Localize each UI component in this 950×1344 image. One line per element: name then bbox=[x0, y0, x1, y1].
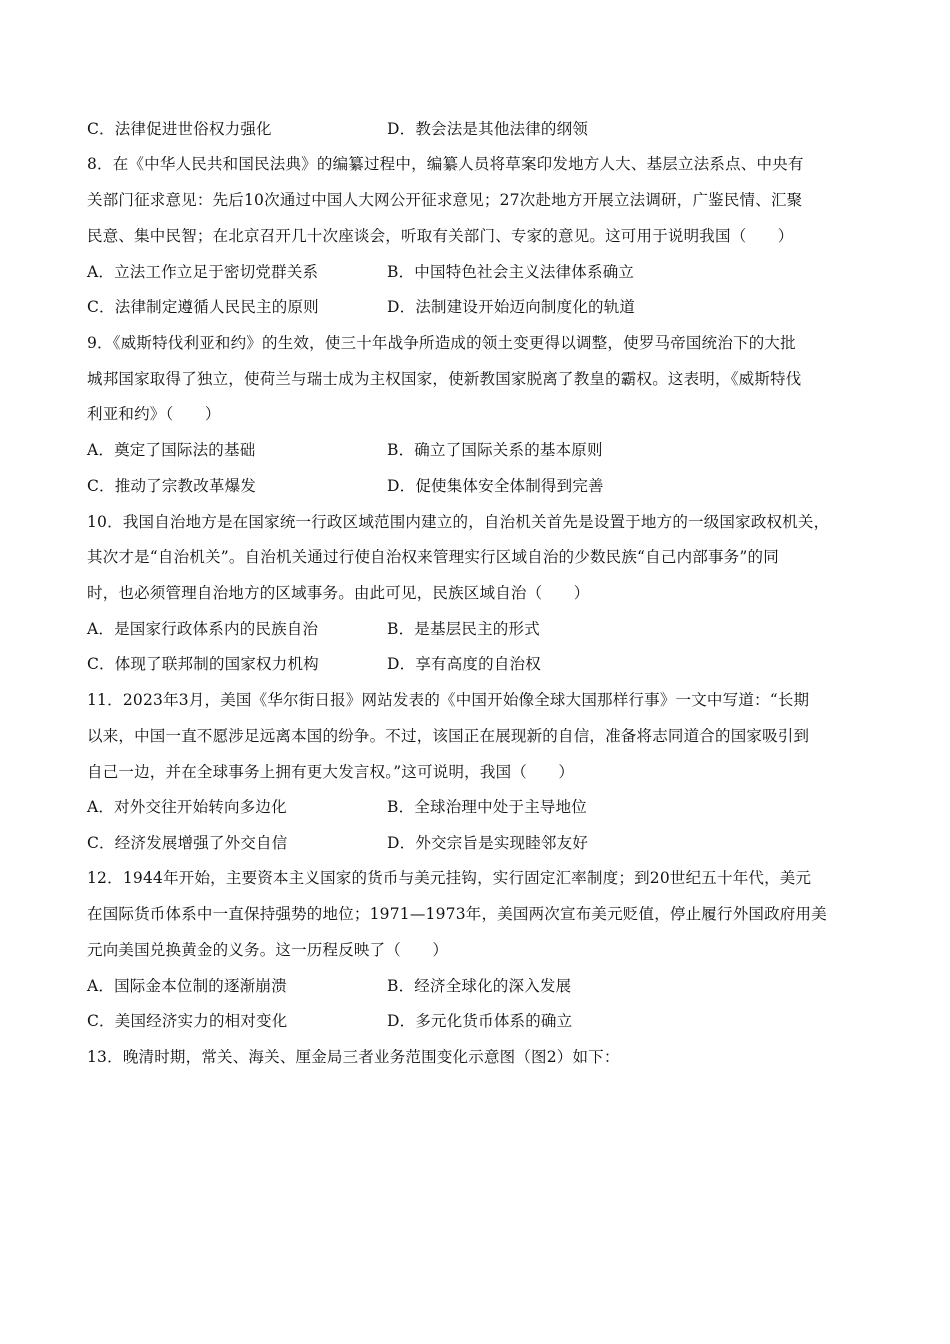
prev-option-c: C．法律促进世俗权力强化 bbox=[87, 120, 272, 138]
q12-stem-line-2: 在国际货币体系中一直保持强势的地位；1971—1973年，美国两次宣布美元贬值，停止履行外国政府用美 bbox=[87, 905, 827, 923]
q8-option-c: C．法律制定遵循人民民主的原则 bbox=[87, 298, 319, 316]
q8-option-b: B．中国特色社会主义法律体系确立 bbox=[387, 263, 635, 281]
q11-stem-line-1: 11．2023年3月，美国《华尔街日报》网站发表的《中国开始像全球大国那样行事》一文中写道：“长期 bbox=[87, 691, 810, 709]
q11-stem-line-3: 自己一边，并在全球事务上拥有更大发言权。”这可说明，我国（ ） bbox=[87, 763, 575, 781]
prev-option-d: D．教会法是其他法律的纲领 bbox=[387, 120, 589, 138]
q12-option-c: C．美国经济实力的相对变化 bbox=[87, 1012, 288, 1030]
q11-option-a: A．对外交往开始转向多边化 bbox=[87, 798, 287, 816]
q10-option-a: A．是国家行政体系内的民族自治 bbox=[87, 620, 319, 638]
q9-stem-line-3: 利亚和约》（ ） bbox=[87, 405, 221, 423]
q11-option-b: B．全球治理中处于主导地位 bbox=[387, 798, 587, 816]
q11-stem-line-2: 以来，中国一直不愿涉足远离本国的纷争。不过，该国正在展现新的自信，准备将志同道合的国家吸引到 bbox=[87, 727, 810, 745]
q12-stem-line-3: 元向美国兑换黄金的义务。这一历程反映了（ ） bbox=[87, 941, 449, 959]
q10-stem-line-1: 10．我国自治地方是在国家统一行政区域范围内建立的，自治机关首先是设置于地方的一级国家政权机关， bbox=[87, 513, 830, 531]
q12-option-d: D．多元化货币体系的确立 bbox=[387, 1012, 573, 1030]
q8-option-a: A．立法工作立足于密切党群关系 bbox=[87, 263, 319, 281]
q8-stem-line-3: 民意、集中民智；在北京召开几十次座谈会，听取有关部门、专家的意见。这可用于说明我国（ ） bbox=[87, 227, 794, 245]
q10-stem-line-2: 其次才是“自治机关”。自治机关通过行使自治权来管理实行区域自治的少数民族“自己内部事务”的同 bbox=[87, 548, 779, 566]
q9-stem-line-2: 城邦国家取得了独立，使荷兰与瑞士成为主权国家，使新教国家脱离了教皇的霸权。这表明，《威斯特伐 bbox=[87, 370, 802, 388]
q9-option-d: D．促使集体安全体制得到完善 bbox=[387, 477, 604, 495]
q8-stem-line-1: 8．在《中华人民共和国民法典》的编纂过程中，编纂人员将草案印发地方人大、基层立法系点、中央有 bbox=[87, 155, 804, 173]
q12-stem-line-1: 12．1944年开始，主要资本主义国家的货币与美元挂钩，实行固定汇率制度；到20世纪五十年代，美元 bbox=[87, 869, 812, 887]
q10-stem-line-3: 时，也必须管理自治地方的区域事务。由此可见，民族区域自治（ ） bbox=[87, 584, 590, 602]
q9-option-c: C．推动了宗教改革爆发 bbox=[87, 477, 257, 495]
q13-stem-line-1: 13．晚清时期，常关、海关、厘金局三者业务范围变化示意图（图2）如下： bbox=[87, 1048, 620, 1066]
q12-option-b: B．经济全球化的深入发展 bbox=[387, 977, 572, 995]
q10-option-d: D．享有高度的自治权 bbox=[387, 655, 541, 673]
q12-option-a: A．国际金本位制的逐渐崩溃 bbox=[87, 977, 287, 995]
q11-option-c: C．经济发展增强了外交自信 bbox=[87, 834, 288, 852]
q8-stem-line-2: 关部门征求意见：先后10次通过中国人大网公开征求意见；27次赴地方开展立法调研，广鉴民情、汇聚 bbox=[87, 191, 803, 209]
q9-option-a: A．奠定了国际法的基础 bbox=[87, 441, 256, 459]
q10-option-c: C．体现了联邦制的国家权力机构 bbox=[87, 655, 319, 673]
q9-option-b: B．确立了国际关系的基本原则 bbox=[387, 441, 603, 459]
q10-option-b: B．是基层民主的形式 bbox=[387, 620, 540, 638]
q9-stem-line-1: 9．《威斯特伐利亚和约》的生效，使三十年战争所造成的领土变更得以调整，使罗马帝国统治下的大批 bbox=[87, 334, 796, 352]
q11-option-d: D．外交宗旨是实现睦邻友好 bbox=[387, 834, 589, 852]
q8-option-d: D．法制建设开始迈向制度化的轨道 bbox=[387, 298, 636, 316]
